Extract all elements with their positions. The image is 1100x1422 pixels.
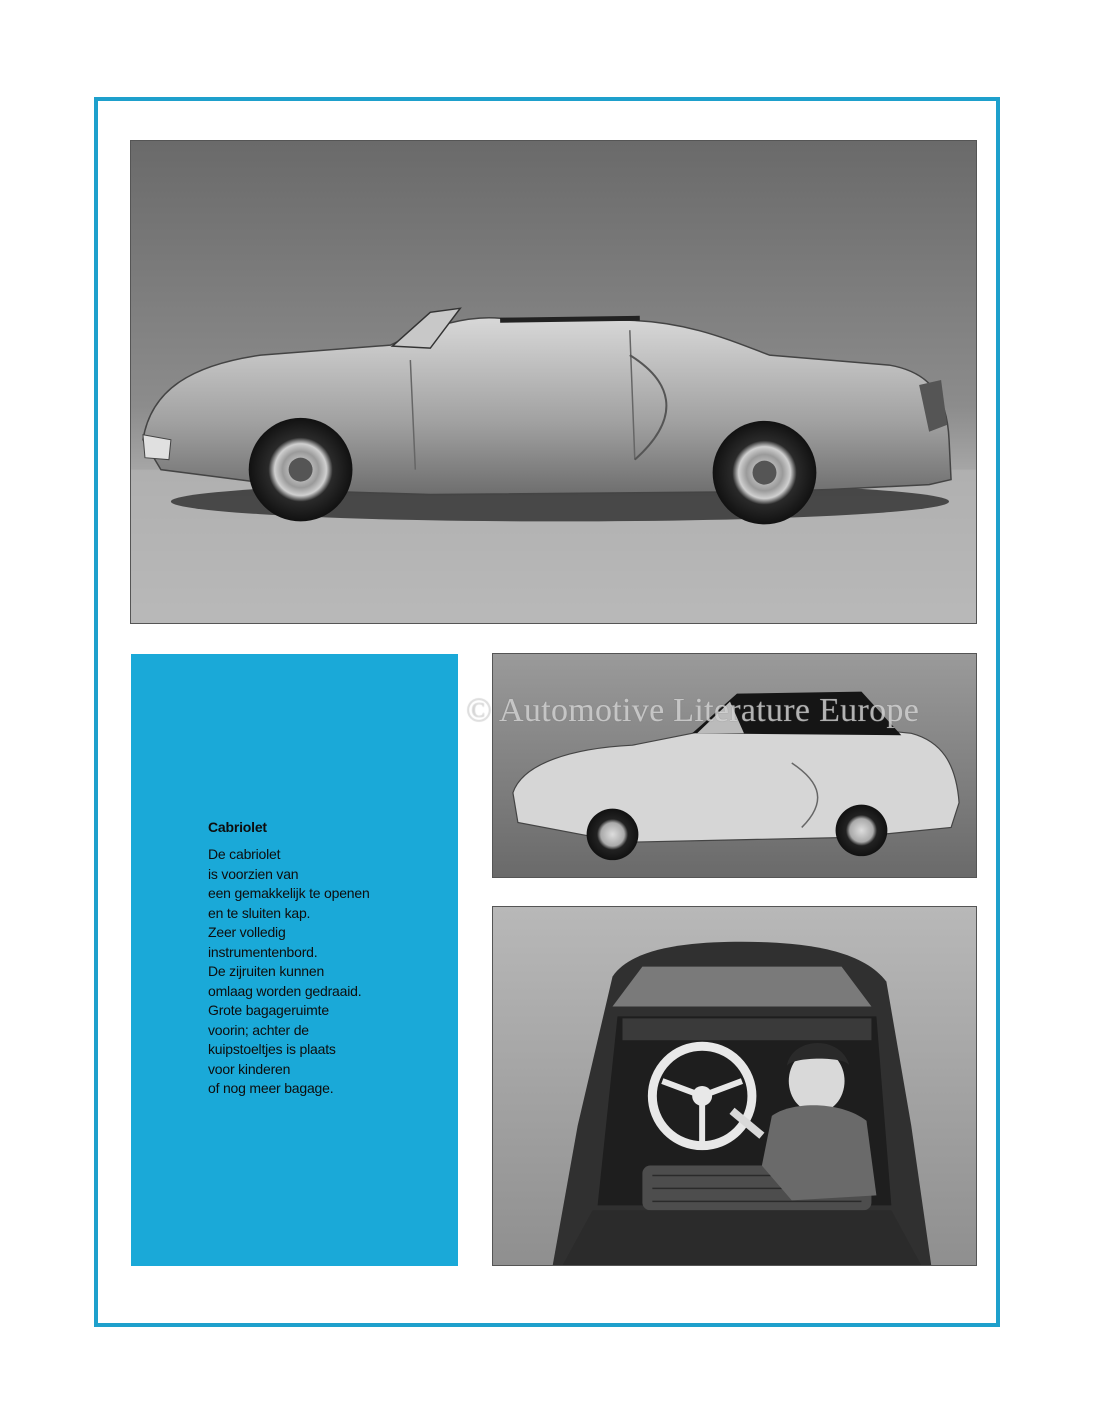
caption-line: De cabriolet — [208, 846, 281, 862]
cabriolet-side-photo — [130, 140, 977, 624]
caption-block — [208, 819, 458, 1099]
caption-line: is voorzien van — [208, 865, 299, 882]
caption-heading: Cabriolet — [208, 819, 267, 835]
caption-line: Zeer volledig — [208, 924, 286, 940]
caption-line: en te sluiten kap. — [208, 904, 311, 921]
caption-line: een gemakkelijk te openen — [208, 885, 370, 901]
caption-line: kuipstoeltjes is plaats — [208, 1041, 336, 1057]
caption-line: of nog meer bagage. — [208, 1080, 334, 1096]
caption-line: instrumentenbord. — [208, 943, 318, 960]
caption-line: De zijruiten kunnen — [208, 963, 325, 979]
caption-line: voorin; achter de — [208, 1021, 309, 1038]
cabriolet-hardtop-photo — [492, 653, 977, 878]
caption-line: Grote bagageruimte — [208, 1002, 329, 1018]
caption-line: voor kinderen — [208, 1060, 291, 1077]
caption-line: omlaag worden gedraaid. — [208, 982, 362, 999]
watermark: © Automotive Literature Europe — [466, 692, 920, 729]
cabriolet-interior-photo — [492, 906, 977, 1266]
